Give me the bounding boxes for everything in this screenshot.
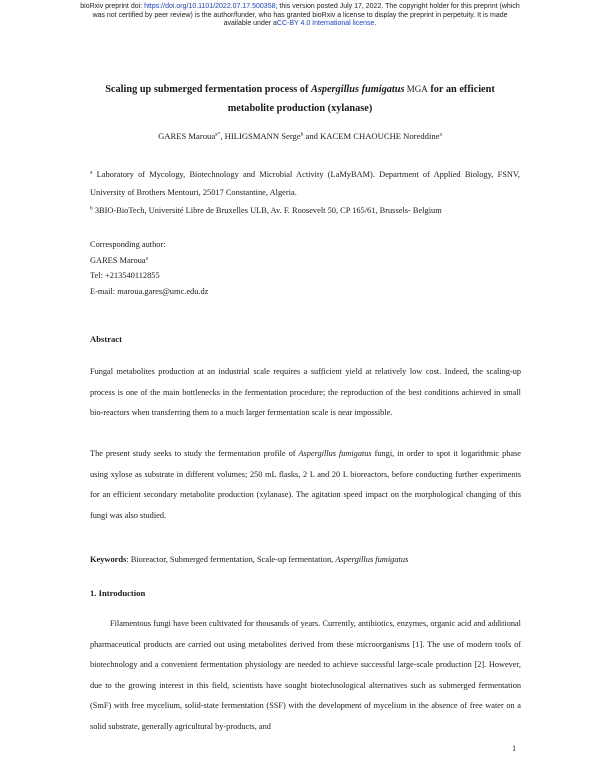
banner-text: available under a [223, 20, 277, 28]
abstract-paragraph-2: The present study seeks to study the fermentation profile of Aspergillus fumigatus fungi, in order to spot it logarithmic phase using xylose as substrate in different volumes; 250 mL flasks, 2 L and 20 L bioreactors, before conducting further experiments for an efficient secondary metabolite production (xylanase). The agitation speed impact on the morphological changing of this fungi was also studied. [90, 449, 521, 520]
banner-text: bioRxiv preprint doi: [80, 3, 145, 10]
affiliation-b: $^b$ 3BIO-BioTech, Université Libre de Bruxelles ULB, Av. F. Roosevelt 50, CP 165/61, Brussels- Belgium [90, 205, 442, 215]
abstract-heading: Abstract [90, 334, 122, 344]
corresponding-tel: Tel: +213540112855 [90, 271, 160, 280]
corresponding-email: E-mail: maroua.gares@umc.edu.dz [90, 286, 209, 296]
author-list: GARES Maroua$^{a*}$, HILIGSMANN Serge$^b$ and KACEM CHAOUCHE Noreddine$^a$ [158, 131, 442, 141]
banner-text: . [374, 20, 377, 28]
affiliation-a: $^a$ Laboratory of Mycology, Biotechnology and Microbial Activity (LaMyBAM). Department of Applied Biology, FSNV, University of Brothers Mentouri, 25017 Constantine, Algeria. [90, 169, 520, 197]
corresponding-author [90, 237, 208, 299]
abstract-paragraph-1: Fungal metabolites production at an industrial scale requires a sufficient yield at relatively low cost. Indeed, the scaling-up process is one of the main bottlenecks in the fermentation procedure; the reproduction of the best conditions achieved in small bio-reactors when transferring them to a much larger fermentation scale is near impossible. [90, 367, 521, 417]
page-number: 1 [512, 744, 517, 753]
introduction-heading: 1. Introduction [90, 588, 146, 598]
doi-link[interactable]: https://doi.org/10.1101/2022.07.17.500358 [144, 3, 276, 10]
license-link[interactable]: CC-BY 4.0 International license [276, 20, 375, 28]
banner-text: was not certified by peer review) is the author/funder, who has granted bioRxiv a license to display the preprint in perpetuity. It is made [92, 11, 508, 19]
preprint-banner [0, 3, 600, 29]
corresponding-label: Corresponding author: [90, 240, 166, 249]
introduction-paragraph: Filamentous fungi have been cultivated for thousands of years. Currently, antibiotics, enzymes, organic acid and additional pharmaceutical products are carried out using metabolites derived from these microorganisms [1]. The use of modern tools of biotechnology and a convenient fermentation physiology are needed to achieve successful large-scale production [2]. However, due to the growing interest in this field, scientists have sought biotechnological alternatives such as submerged fermentation (SmF) with free mycelium, solid-state fermentation (SSF) with the development of mycelium in the absence of free water on a solid substrate, generally agricultural by-products, and [90, 619, 521, 731]
paper-title: Scaling up submerged fermentation process of Aspergillus fumigatus MGA for an efficient metabolite production (xylanase) [105, 84, 495, 114]
banner-text: ; this version posted July 17, 2022. The copyright holder for this preprint (which [275, 3, 520, 10]
keywords: Keywords: Bioreactor, Submerged fermentation, Scale-up fermentation, Aspergillus fumigatus [90, 555, 409, 564]
corresponding-name: GARES Maroua$^a$ [90, 255, 149, 265]
